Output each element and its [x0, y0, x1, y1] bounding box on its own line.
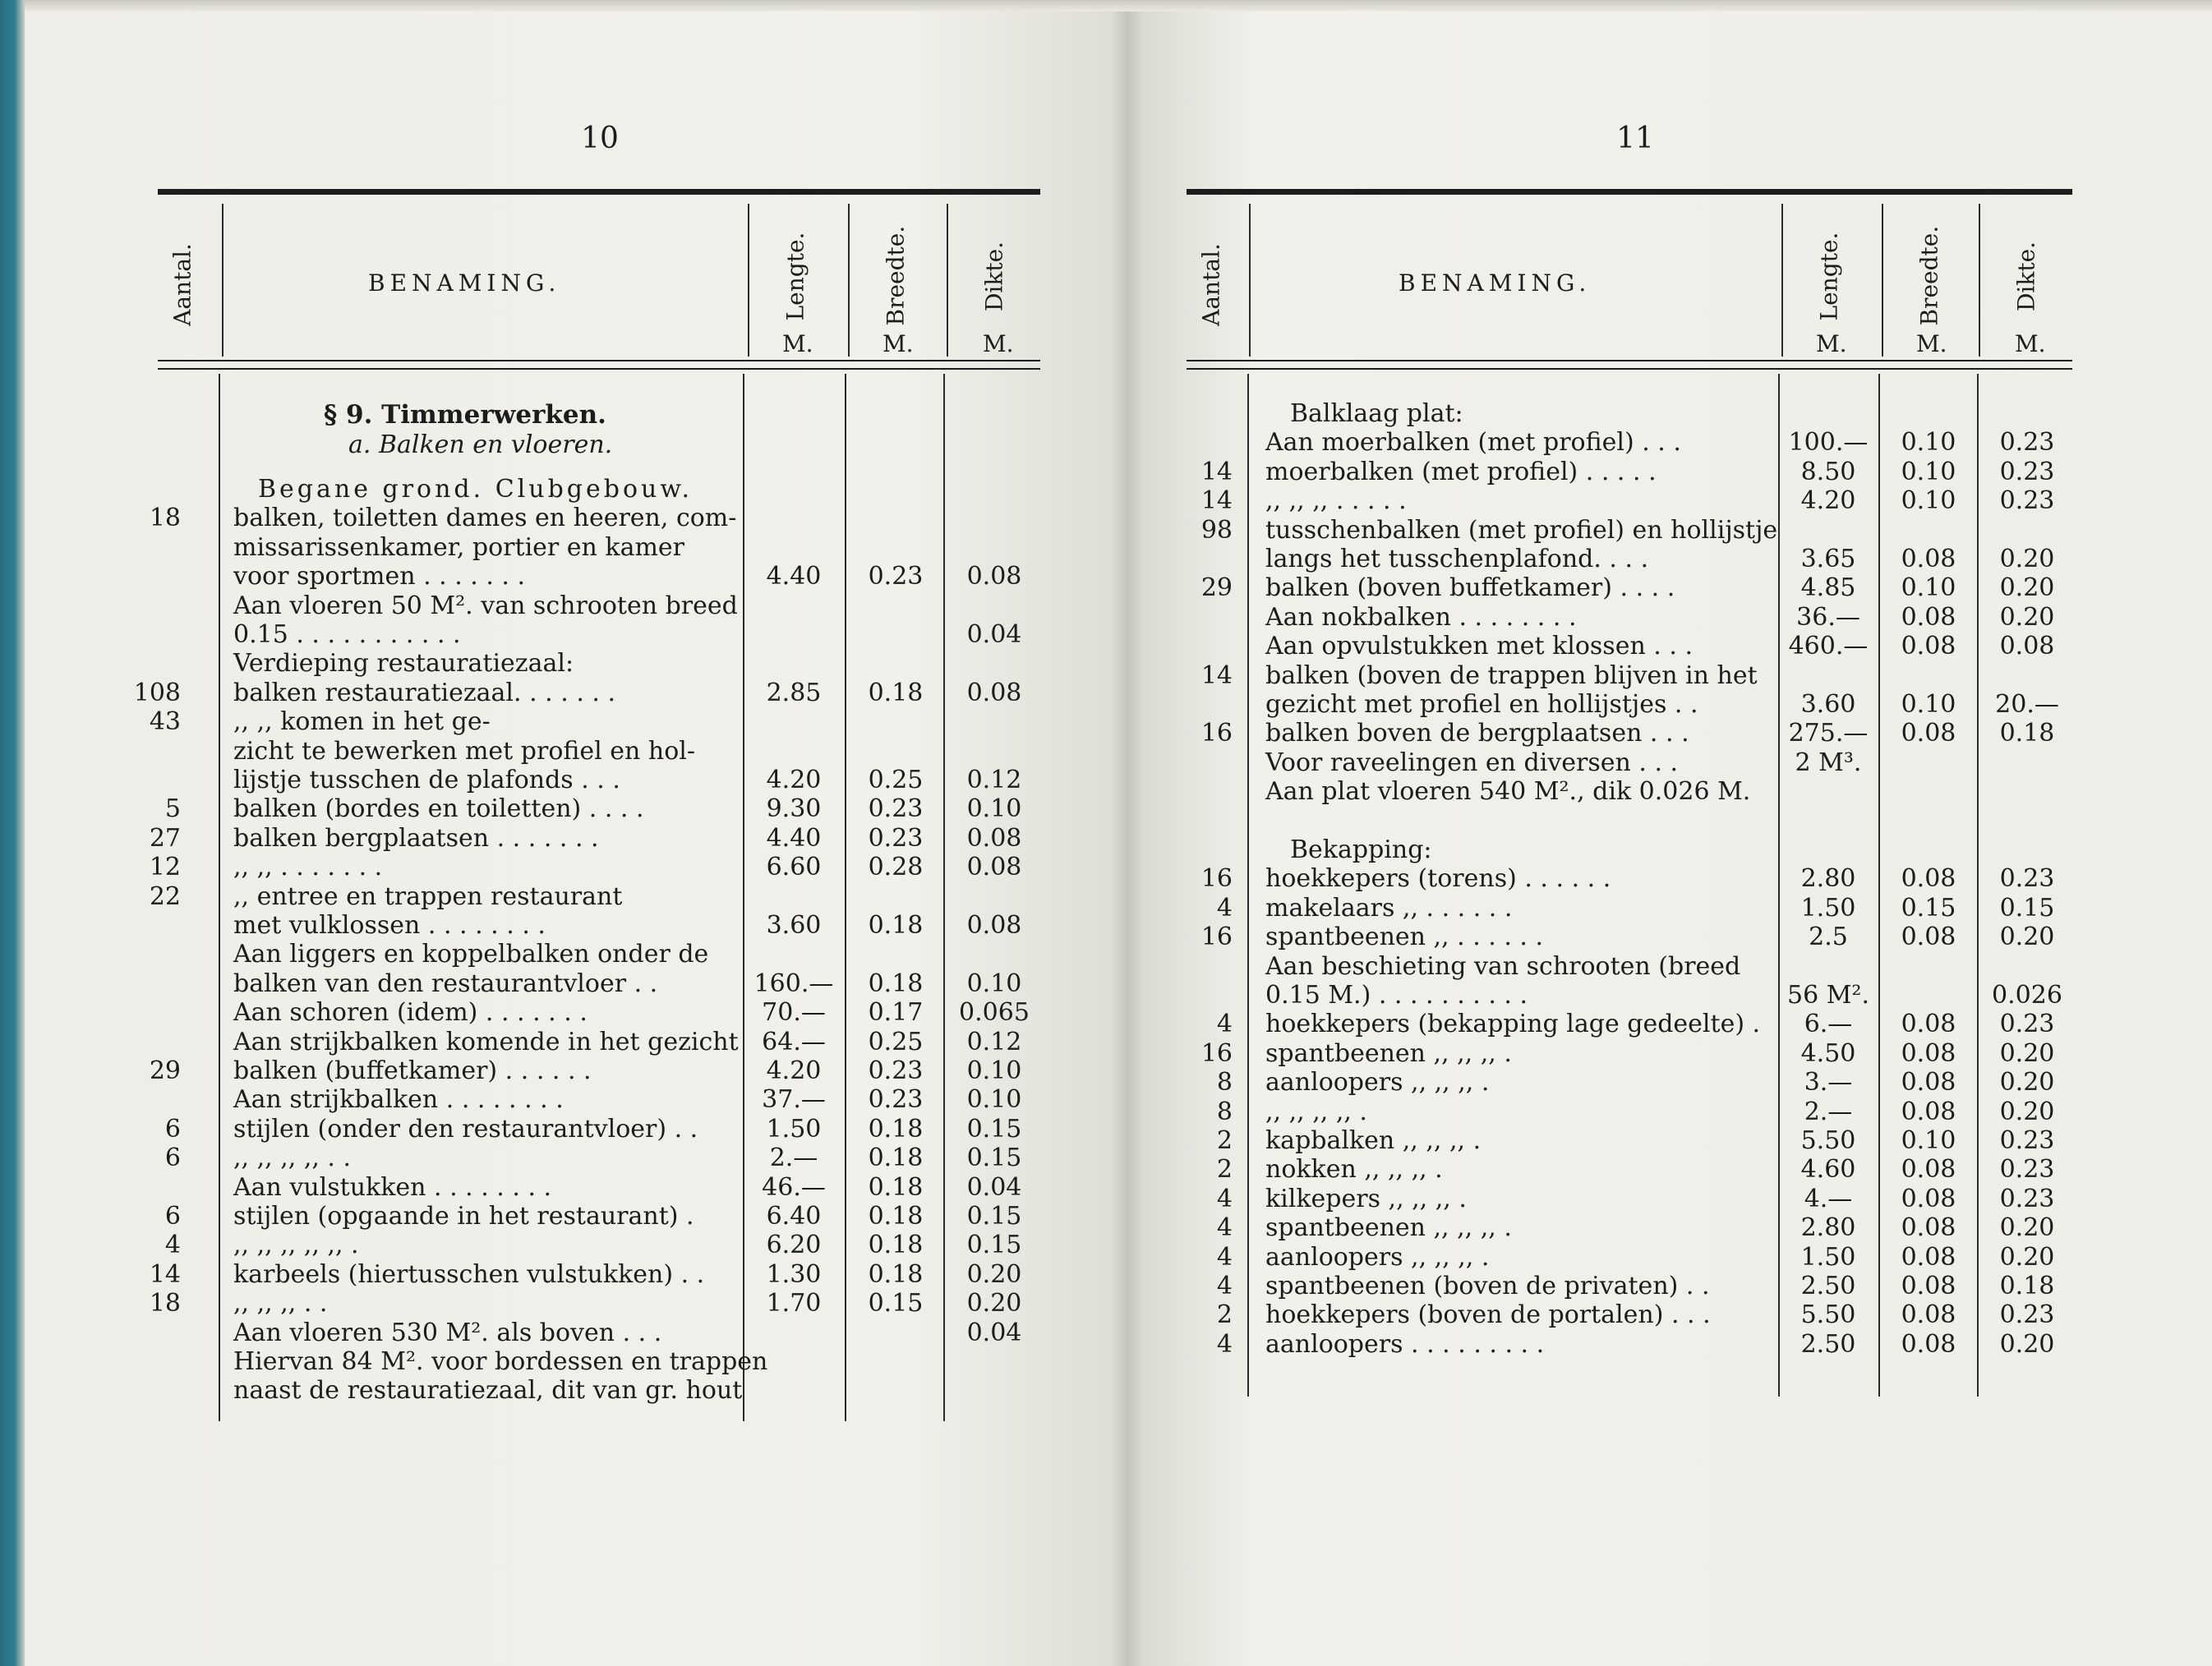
page-number-right: 11: [1616, 122, 1654, 155]
row-breedte: 0.18: [868, 678, 924, 707]
row-breedte: 0.08: [1901, 602, 1956, 632]
row-aantal: 4: [1216, 1272, 1233, 1300]
row-benaming: balken boven de bergplaatsen . . .: [1265, 719, 1689, 748]
row-benaming: kapbalken ,, ,, ,, .: [1265, 1126, 1482, 1155]
row-breedte: 0.10: [1901, 573, 1956, 603]
row-benaming: ,, ,, . . . . . . .: [233, 853, 383, 882]
row-breedte: 0.08: [1901, 1300, 1956, 1330]
row-dikte: 0.23: [1999, 1010, 2055, 1039]
row-aantal: 29: [149, 1056, 181, 1085]
row-lengte: 2.5: [1809, 923, 1848, 952]
row-benaming: stijlen (opgaande in het restaurant) .: [233, 1202, 694, 1231]
row-lengte: 275.—: [1788, 719, 1869, 748]
header-rule-bottom-right: [1187, 360, 2072, 361]
row-breedte: 0.23: [868, 794, 924, 824]
unit-lengte-right: M.: [1816, 330, 1847, 357]
row-benaming: aanloopers . . . . . . . . .: [1265, 1329, 1545, 1359]
row-breedte: 0.23: [868, 1085, 924, 1115]
row-lengte: 6.60: [766, 853, 822, 882]
unit-dikte-left: M.: [983, 330, 1014, 357]
row-breedte: 0.10: [1901, 428, 1956, 458]
row-dikte: 0.15: [1999, 893, 2055, 923]
row-breedte: 0.08: [1901, 1329, 1956, 1359]
row-aantal: 14: [1200, 457, 1233, 486]
row-breedte: 0.08: [1901, 632, 1956, 661]
row-benaming: hoekkepers (torens) . . . . . .: [1265, 864, 1611, 894]
row-breedte: 0.08: [1901, 719, 1956, 748]
row-lengte: 1.30: [766, 1259, 822, 1289]
row-lengte: 3.65: [1800, 545, 1856, 573]
header-aantal-right: Aantal.: [1197, 243, 1225, 326]
row-lengte: 64.—: [762, 1027, 826, 1056]
row-benaming: Aan strijkbalken . . . . . . . .: [233, 1085, 564, 1115]
row-dikte: 0.20: [966, 1289, 1022, 1319]
row-benaming: makelaars ,, . . . . . .: [1265, 893, 1513, 923]
row-aantal: 18: [149, 504, 181, 533]
row-benaming: 0.15 . . . . . . . . . . .: [233, 620, 461, 649]
row-dikte: 0.10: [966, 1085, 1022, 1115]
row-lengte: 4.20: [766, 766, 822, 794]
row-benaming: Aan moerbalken (met profiel) . . .: [1265, 428, 1681, 458]
row-lengte: 4.20: [1800, 486, 1856, 516]
row-aantal: 14: [1200, 660, 1233, 690]
row-lengte: 4.50: [1800, 1038, 1856, 1068]
row-benaming: Aan schoren (idem) . . . . . . .: [233, 998, 588, 1028]
row-breedte: 0.23: [868, 562, 924, 591]
row-aantal: 4: [164, 1231, 181, 1260]
row-dikte: 0.08: [966, 562, 1022, 591]
row-aantal: 6: [164, 1114, 181, 1144]
page-top-edge: [25, 0, 2212, 12]
row-breedte: 0.10: [1901, 1126, 1956, 1155]
row-breedte: 0.25: [868, 766, 924, 794]
row-benaming: gezicht met profiel en hollijstjes . .: [1265, 690, 1698, 719]
header-benaming-right: BENAMING.: [1399, 269, 1592, 297]
col-divider-left-1: [222, 204, 224, 357]
col-divider-right-1: [1249, 204, 1251, 357]
row-dikte: 0.12: [966, 1027, 1022, 1056]
row-lengte: 2.80: [1800, 1213, 1856, 1243]
row-lengte: 1.50: [766, 1114, 822, 1144]
row-breedte: 0.08: [1901, 1068, 1956, 1098]
row-breedte: 0.18: [868, 1144, 924, 1173]
row-dikte: 0.23: [1999, 428, 2055, 458]
body-divider-left-1: [219, 374, 220, 1421]
row-benaming: Aan vloeren 50 M². van schrooten breed: [233, 591, 738, 620]
row-benaming: balken (boven buffetkamer) . . . .: [1265, 573, 1675, 603]
row-breedte: 0.08: [1901, 1010, 1956, 1039]
row-aantal: 4: [1216, 1010, 1233, 1039]
row-dikte: 0.20: [966, 1259, 1022, 1289]
row-aantal: 12: [149, 853, 181, 882]
row-aantal: 16: [1200, 864, 1233, 894]
row-lengte: 8.50: [1800, 457, 1856, 486]
row-benaming: balken (bordes en toiletten) . . . .: [233, 794, 644, 824]
row-benaming: Aan vloeren 530 M². als boven . . .: [233, 1318, 662, 1347]
row-lengte: 37.—: [762, 1085, 826, 1115]
row-dikte: 0.04: [966, 1318, 1022, 1347]
row-lengte: 4.40: [766, 823, 822, 853]
row-dikte: 0.065: [959, 998, 1030, 1028]
unit-breedte-right: M.: [1916, 330, 1947, 357]
row-aantal: 8: [1216, 1068, 1233, 1098]
row-benaming: met vulklossen . . . . . . . .: [233, 911, 546, 940]
row-benaming: Aan vulstukken . . . . . . . .: [233, 1172, 552, 1202]
row-lengte: 2.—: [769, 1144, 818, 1173]
header-breedte-right: Breedte.: [1915, 225, 1943, 326]
col-divider-right-2: [1781, 204, 1783, 357]
row-breedte: 0.18: [868, 1202, 924, 1231]
row-aantal: 4: [1216, 893, 1233, 923]
row-benaming: moerbalken (met profiel) . . . . .: [1265, 457, 1657, 486]
row-lengte: 5.50: [1800, 1300, 1856, 1330]
row-benaming: balken restauratiezaal. . . . . . .: [233, 678, 615, 707]
row-benaming: balken bergplaatsen . . . . . . .: [233, 823, 599, 853]
row-lengte: 1.70: [766, 1289, 822, 1319]
row-breedte: 0.23: [868, 823, 924, 853]
row-benaming: balken (boven de trappen blijven in het: [1265, 660, 1758, 690]
row-aantal: 29: [1200, 573, 1233, 603]
row-aantal: 4: [1216, 1329, 1233, 1359]
row-dikte: 0.20: [1999, 923, 2055, 952]
unit-dikte-right: M.: [2015, 330, 2046, 357]
col-divider-left-2: [748, 204, 749, 357]
row-lengte: 1.50: [1800, 893, 1856, 923]
row-lengte: 2.85: [766, 678, 822, 707]
row-breedte: 0.10: [1901, 690, 1956, 719]
header-lengte-right: Lengte.: [1815, 232, 1843, 321]
row-aantal: 98: [1200, 515, 1233, 545]
row-lengte: 6.—: [1804, 1010, 1853, 1039]
row-dikte: 0.18: [1999, 1272, 2055, 1300]
row-breedte: 0.08: [1901, 923, 1956, 952]
row-breedte: 0.08: [1901, 1213, 1956, 1243]
row-dikte: 0.20: [1999, 573, 2055, 603]
row-breedte: 0.10: [1901, 457, 1956, 486]
row-breedte: 0.18: [868, 911, 924, 940]
row-benaming: ,, entree en trappen restaurant: [233, 881, 623, 911]
row-dikte: 0.15: [966, 1144, 1022, 1173]
row-benaming: Begane grond. Clubgebouw.: [258, 475, 693, 504]
row-breedte: 0.10: [1901, 486, 1956, 516]
row-lengte: 100.—: [1788, 428, 1869, 458]
row-dikte: 0.15: [966, 1202, 1022, 1231]
header-rule-bottom-left: [158, 360, 1040, 361]
row-lengte: 2.50: [1800, 1329, 1856, 1359]
row-lengte: 4.—: [1804, 1184, 1853, 1213]
row-benaming: Voor raveelingen en diversen . . .: [1265, 748, 1679, 777]
row-aantal: 43: [149, 707, 181, 737]
row-dikte: 0.08: [1999, 632, 2055, 661]
row-breedte: 0.25: [868, 1027, 924, 1056]
row-benaming: Aan liggers en koppelbalken onder de: [233, 940, 709, 969]
row-aantal: 27: [149, 823, 181, 853]
row-benaming: Balklaag plat:: [1290, 399, 1463, 428]
row-dikte: 0.20: [1999, 1242, 2055, 1272]
row-dikte: 0.08: [966, 678, 1022, 707]
row-dikte: 0.23: [1999, 457, 2055, 486]
row-breedte: 0.17: [868, 998, 924, 1028]
book-gutter: [1111, 12, 1144, 1666]
row-dikte: 0.23: [1999, 1126, 2055, 1155]
row-dikte: 0.20: [1999, 1038, 2055, 1068]
row-lengte: 1.50: [1800, 1242, 1856, 1272]
row-aantal: 4: [1216, 1184, 1233, 1213]
subsection-title: a. Balken en vloeren.: [348, 430, 613, 459]
row-lengte: 46.—: [762, 1172, 826, 1202]
row-aantal: 14: [1200, 486, 1233, 516]
row-lengte: 4.85: [1800, 573, 1856, 603]
col-divider-right-4: [1979, 204, 1980, 357]
header-dikte-right: Dikte.: [2012, 241, 2040, 312]
row-aantal: 108: [133, 678, 181, 707]
row-benaming: Verdieping restauratiezaal:: [233, 649, 574, 679]
row-lengte: 160.—: [753, 969, 834, 998]
row-dikte: 0.20: [1999, 545, 2055, 573]
row-aantal: 14: [149, 1259, 181, 1289]
row-benaming: Aan strijkbalken komende in het gezicht: [233, 1027, 739, 1056]
row-dikte: 0.20: [1999, 602, 2055, 632]
row-lengte: 460.—: [1788, 632, 1869, 661]
row-lengte: 3.—: [1804, 1068, 1853, 1098]
col-divider-right-3: [1882, 204, 1883, 357]
row-dikte: 0.20: [1999, 1097, 2055, 1126]
row-benaming: ,, ,, ,, ,, .: [1265, 1097, 1367, 1126]
row-benaming: balken (buffetkamer) . . . . . .: [233, 1056, 592, 1085]
row-benaming: aanloopers ,, ,, ,, .: [1265, 1242, 1490, 1272]
unit-breedte-left: M.: [882, 330, 914, 357]
row-breedte: 0.08: [1901, 1272, 1956, 1300]
row-benaming: voor sportmen . . . . . . .: [233, 562, 526, 591]
row-benaming: lijstje tusschen de plafonds . . .: [233, 766, 620, 794]
row-aantal: 8: [1216, 1097, 1233, 1126]
row-dikte: 0.20: [1999, 1068, 2055, 1098]
row-lengte: 9.30: [766, 794, 822, 824]
row-breedte: 0.18: [868, 1259, 924, 1289]
section-title: [324, 401, 606, 430]
row-aantal: 6: [164, 1202, 181, 1231]
row-benaming: Aan nokbalken . . . . . . . .: [1265, 602, 1577, 632]
row-aantal: 4: [1216, 1242, 1233, 1272]
col-divider-left-4: [947, 204, 948, 357]
header-dikte-left: Dikte.: [980, 241, 1008, 312]
row-benaming: ,, ,, komen in het ge-: [233, 707, 491, 737]
row-lengte: 70.—: [762, 998, 826, 1028]
book-cover-edge: [0, 0, 25, 1666]
header-benaming-left: BENAMING.: [368, 269, 561, 297]
row-benaming: Hiervan 84 M². voor bordessen en trappen: [233, 1347, 768, 1376]
row-aantal: 2: [1216, 1126, 1233, 1155]
right-page: [1126, 12, 2212, 1666]
row-dikte: 0.15: [966, 1231, 1022, 1260]
row-breedte: 0.18: [868, 969, 924, 998]
row-breedte: 0.18: [868, 1114, 924, 1144]
row-benaming: kilkepers ,, ,, ,, .: [1265, 1184, 1467, 1213]
row-benaming: spantbeenen ,, . . . . . .: [1265, 923, 1544, 952]
body-divider-right-1: [1247, 374, 1249, 1397]
row-dikte: 0.20: [1999, 1329, 2055, 1359]
row-dikte: 0.23: [1999, 864, 2055, 894]
row-lengte: 2.—: [1804, 1097, 1853, 1126]
row-lengte: 6.20: [766, 1231, 822, 1260]
row-dikte: 0.08: [966, 911, 1022, 940]
row-dikte: 0.23: [1999, 1300, 2055, 1330]
row-benaming: ,, ,, ,, ,, ,, .: [233, 1231, 359, 1260]
header-rule-bottom2-left: [158, 368, 1040, 370]
row-benaming: 0.15 M.) . . . . . . . . . .: [1265, 981, 1528, 1010]
row-benaming: missarissenkamer, portier en kamer: [233, 532, 685, 562]
page-number-left: 10: [581, 122, 619, 155]
row-breedte: 0.08: [1901, 1097, 1956, 1126]
section-title-text: § 9. Timmerwerken.: [324, 400, 606, 430]
row-benaming: langs het tusschenplafond. . . .: [1265, 545, 1649, 573]
row-benaming: karbeels (hiertusschen vulstukken) . .: [233, 1259, 705, 1289]
row-aantal: 16: [1200, 719, 1233, 748]
row-aantal: 22: [149, 881, 181, 911]
header-rule-top-right: [1187, 189, 2072, 195]
row-benaming: hoekkepers (boven de portalen) . . .: [1265, 1300, 1711, 1330]
row-breedte: 0.23: [868, 1056, 924, 1085]
row-aantal: 18: [149, 1289, 181, 1319]
row-breedte: 0.18: [868, 1172, 924, 1202]
row-dikte: 0.08: [966, 823, 1022, 853]
row-breedte: 0.28: [868, 853, 924, 882]
row-benaming: spantbeenen (boven de privaten) . .: [1265, 1272, 1710, 1300]
row-benaming: spantbeenen ,, ,, ,, .: [1265, 1038, 1512, 1068]
row-dikte: 0.18: [1999, 719, 2055, 748]
row-dikte: 0.08: [966, 853, 1022, 882]
row-benaming: Aan beschieting van schrooten (breed: [1265, 951, 1741, 981]
row-aantal: 6: [164, 1144, 181, 1173]
row-breedte: 0.08: [1901, 1038, 1956, 1068]
row-benaming: aanloopers ,, ,, ,, .: [1265, 1068, 1490, 1098]
row-dikte: 0.026: [1992, 981, 2062, 1010]
header-breedte-left: Breedte.: [882, 225, 910, 326]
header-rule-top-left: [158, 189, 1040, 195]
row-aantal: 2: [1216, 1300, 1233, 1330]
row-dikte: 0.12: [966, 766, 1022, 794]
row-benaming: zicht te bewerken met profiel en hol-: [233, 736, 696, 766]
row-benaming: ,, ,, ,, ,, . .: [233, 1144, 352, 1173]
col-divider-left-3: [848, 204, 850, 357]
row-aantal: 5: [164, 794, 181, 824]
row-aantal: 16: [1200, 1038, 1233, 1068]
row-benaming: naast de restauratiezaal, dit van gr. hout: [233, 1376, 743, 1406]
row-breedte: 0.18: [868, 1231, 924, 1260]
row-breedte: 0.15: [1901, 893, 1956, 923]
row-benaming: Aan plat vloeren 540 M²., dik 0.026 M.: [1265, 777, 1751, 807]
row-dikte: 0.15: [966, 1114, 1022, 1144]
row-lengte: 2.50: [1800, 1272, 1856, 1300]
row-dikte: 0.23: [1999, 1184, 2055, 1213]
row-lengte: 5.50: [1800, 1126, 1856, 1155]
row-benaming: nokken ,, ,, ,, .: [1265, 1155, 1443, 1185]
row-benaming: tusschenbalken (met profiel) en hollijstje: [1265, 515, 1778, 545]
row-lengte: 4.40: [766, 562, 822, 591]
row-lengte: 56 M².: [1787, 981, 1869, 1010]
row-benaming: ,, ,, ,, . .: [233, 1289, 328, 1319]
row-dikte: 20.—: [1995, 690, 2059, 719]
row-lengte: 4.20: [766, 1056, 822, 1085]
row-benaming: stijlen (onder den restaurantvloer) . .: [233, 1114, 698, 1144]
row-breedte: 0.08: [1901, 545, 1956, 573]
row-benaming: Bekapping:: [1290, 835, 1432, 864]
row-lengte: 2.80: [1800, 864, 1856, 894]
unit-lengte-left: M.: [782, 330, 813, 357]
row-breedte: 0.08: [1901, 1155, 1956, 1185]
row-dikte: 0.23: [1999, 1155, 2055, 1185]
row-lengte: 6.40: [766, 1202, 822, 1231]
row-benaming: Aan opvulstukken met klossen . . .: [1265, 632, 1693, 661]
row-breedte: 0.08: [1901, 1242, 1956, 1272]
row-dikte: 0.10: [966, 1056, 1022, 1085]
row-aantal: 16: [1200, 923, 1233, 952]
row-lengte: 3.60: [1800, 690, 1856, 719]
row-dikte: 0.04: [966, 1172, 1022, 1202]
row-breedte: 0.15: [868, 1289, 924, 1319]
row-benaming: ,, ,, ,, . . . . .: [1265, 486, 1407, 516]
row-dikte: 0.20: [1999, 1213, 2055, 1243]
row-dikte: 0.04: [966, 620, 1022, 649]
row-lengte: 36.—: [1796, 602, 1860, 632]
row-benaming: spantbeenen ,, ,, ,, .: [1265, 1213, 1512, 1243]
row-lengte: 3.60: [766, 911, 822, 940]
row-breedte: 0.08: [1901, 864, 1956, 894]
row-aantal: 2: [1216, 1155, 1233, 1185]
header-rule-bottom2-right: [1187, 368, 2072, 370]
row-dikte: 0.23: [1999, 486, 2055, 516]
header-aantal-left: Aantal.: [168, 243, 196, 326]
row-lengte: 4.60: [1800, 1155, 1856, 1185]
row-dikte: 0.10: [966, 794, 1022, 824]
row-benaming: balken van den restaurantvloer . .: [233, 969, 658, 998]
row-benaming: balken, toiletten dames en heeren, com-: [233, 504, 737, 533]
row-breedte: 0.08: [1901, 1184, 1956, 1213]
row-lengte: 2 M³.: [1795, 748, 1862, 777]
header-lengte-left: Lengte.: [781, 232, 809, 321]
row-benaming: hoekkepers (bekapping lage gedeelte) .: [1265, 1010, 1761, 1039]
row-aantal: 4: [1216, 1213, 1233, 1243]
row-dikte: 0.10: [966, 969, 1022, 998]
